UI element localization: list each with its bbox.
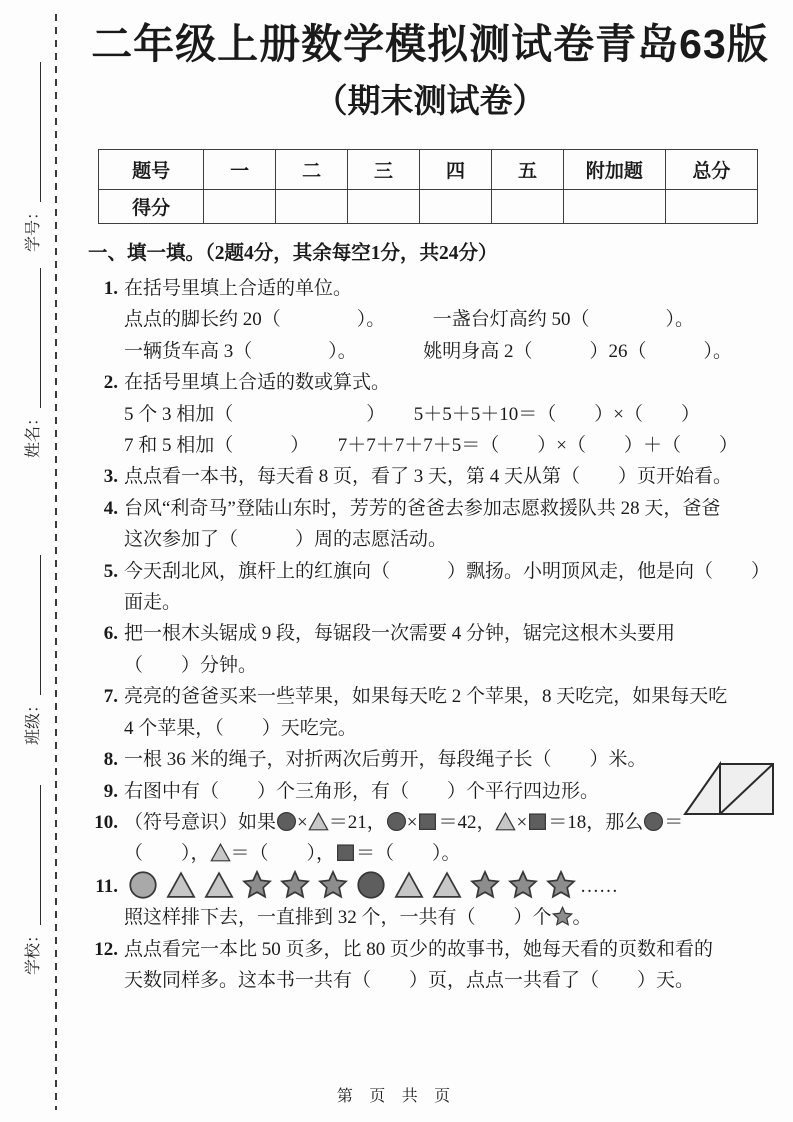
question-line	[88, 838, 772, 869]
triangle-icon	[495, 811, 516, 832]
question-number: 2.	[103, 372, 118, 394]
question-text	[124, 524, 772, 555]
question-line	[88, 965, 772, 996]
text-segment: ＝（ ），	[230, 843, 336, 865]
score-cell	[491, 190, 563, 224]
question-number: 3.	[103, 466, 118, 488]
triangle-icon	[394, 870, 424, 900]
text-segment: ×	[297, 811, 308, 833]
question-line	[88, 807, 772, 838]
question-text	[124, 493, 772, 524]
score-cell	[665, 190, 757, 224]
text-segment: ＝	[664, 811, 684, 833]
write-in-line	[40, 785, 41, 925]
score-table-header-cell: 题号	[99, 150, 204, 190]
page-footer: 第 页 共 页	[336, 1088, 457, 1105]
star-icon	[470, 870, 500, 900]
score-cell	[204, 190, 276, 224]
question-number: 5.	[103, 560, 118, 582]
question-line	[88, 587, 772, 618]
write-in-line	[40, 555, 41, 695]
question-line	[88, 273, 772, 304]
question-1	[88, 273, 772, 367]
score-table-header-row	[99, 150, 758, 190]
question-line	[88, 524, 772, 555]
star-icon	[508, 870, 538, 900]
question-line	[88, 650, 772, 681]
sidebar-field-label: 姓名：	[25, 409, 42, 458]
question-text	[124, 650, 772, 681]
question-line	[88, 430, 772, 461]
sidebar-field-4	[21, 785, 45, 975]
score-table-score-row	[99, 190, 758, 224]
page-subtitle: （期末测试卷）	[314, 82, 546, 119]
question-11	[88, 870, 772, 934]
write-in-line	[40, 268, 41, 408]
score-cell	[276, 190, 348, 224]
text-segment: 5 个 3 相加（ ） 5＋5＋5＋10＝（ ）×（ ）	[124, 403, 700, 425]
text-segment: 7 和 5 相加（ ） 7＋7＋7＋7＋5＝（ ）×（ ）＋（ ）	[124, 435, 738, 457]
score-table	[98, 149, 758, 224]
question-text	[124, 713, 772, 744]
question-line	[88, 618, 772, 649]
sidebar-field-2	[21, 268, 45, 458]
question-12	[88, 934, 772, 997]
score-table-header-cell: 一	[204, 150, 276, 190]
question-8	[88, 744, 772, 775]
text-segment: 一根 36 米的绳子，对折两次后剪开，每段绳子长（ ）米。	[124, 749, 647, 771]
question-line	[88, 304, 772, 335]
sidebar-field-label: 学号：	[25, 203, 42, 252]
question-text	[124, 461, 772, 492]
text-segment: 把一根木头锯成 9 段，每锯段一次需要 4 分钟，锯完这根木头要用	[124, 623, 676, 645]
star-icon	[280, 870, 310, 900]
text-segment: ＝18，那么	[548, 811, 644, 833]
triangle-icon	[204, 870, 234, 900]
question-line	[88, 776, 772, 807]
circle-icon	[356, 870, 386, 900]
triangle-icon	[308, 811, 329, 832]
question-number: 11.	[95, 875, 118, 897]
question-text	[124, 902, 772, 933]
question-line	[88, 556, 772, 587]
text-segment: ×	[516, 811, 528, 833]
square-icon	[527, 811, 548, 832]
question-line	[88, 934, 772, 965]
score-table-header-cell: 总分	[665, 150, 757, 190]
question-number: 9.	[103, 780, 118, 802]
text-segment: 在括号里填上合适的单位。	[124, 278, 353, 299]
question-text	[124, 776, 772, 807]
question-7	[88, 681, 772, 744]
sidebar-field-3	[21, 555, 45, 745]
text-segment: 一辆货车高 3（ ）。 姚明身高 2（ ）26（ ）。	[124, 340, 733, 362]
text-segment: ＝（ ）。	[356, 843, 461, 865]
fold-dashed-line	[55, 14, 57, 1110]
text-segment: ＝21，	[328, 811, 386, 833]
sidebar-field-label: 班级：	[25, 696, 42, 745]
question-text	[124, 807, 772, 838]
question-line	[88, 461, 772, 492]
question-text	[124, 838, 772, 869]
write-in-line	[40, 62, 41, 202]
question-line	[88, 399, 772, 430]
text-segment: ×	[406, 811, 418, 833]
sidebar-field-1	[21, 62, 45, 252]
text-segment: （ ），	[124, 843, 210, 865]
question-line	[88, 713, 772, 744]
circle-icon	[643, 811, 664, 832]
score-table-header-cell: 附加题	[563, 150, 665, 190]
question-number: 8.	[103, 749, 118, 771]
text-segment: 4 个苹果，（ ）天吃完。	[124, 717, 357, 739]
question-text	[124, 681, 772, 712]
score-table-header-cell: 二	[276, 150, 348, 190]
triangle-square-figure	[683, 761, 789, 818]
text-segment: 。	[572, 907, 592, 929]
question-text	[124, 304, 772, 335]
text-segment: 右图中有（ ）个三角形，有（ ）个平行四边形。	[124, 780, 600, 802]
question-text	[124, 336, 772, 367]
score-table-header-cell: 四	[420, 150, 492, 190]
question-line	[88, 493, 772, 524]
question-number: 10.	[94, 811, 118, 833]
triangle-icon	[432, 870, 462, 900]
question-3	[88, 461, 772, 492]
question-number: 7.	[103, 686, 118, 708]
question-text	[124, 934, 772, 965]
question-6	[88, 618, 772, 681]
text-segment: 面走。	[124, 592, 182, 614]
question-line	[88, 681, 772, 712]
question-number: 12.	[94, 938, 118, 960]
question-text	[124, 618, 772, 649]
text-segment: （符号意识）如果	[124, 811, 277, 833]
question-number: 4.	[103, 497, 118, 519]
question-line	[88, 902, 772, 933]
question-text	[124, 744, 772, 775]
question-5	[88, 556, 772, 619]
text-segment: 照这样排下去，一直排到 32 个，一共有（ ）个	[124, 907, 552, 929]
question-text	[124, 430, 772, 461]
star-icon	[318, 870, 348, 900]
question-10	[88, 807, 772, 870]
square-icon	[417, 811, 438, 832]
sidebar-field-label: 学校：	[25, 926, 42, 975]
text-segment: 台风“利奇马”登陆山东时，芳芳的爸爸去参加志愿救援队共 28 天，爸爸	[124, 497, 721, 519]
score-table-header-cell: 五	[491, 150, 563, 190]
text-segment: 在括号里填上合适的数或算式。	[124, 372, 391, 394]
main-content	[88, 18, 772, 996]
question-number: 6.	[103, 623, 118, 645]
text-segment: （ ）分钟。	[124, 654, 258, 676]
score-row-label: 得分	[99, 190, 204, 224]
question-2	[88, 367, 772, 461]
text-segment: ……	[580, 875, 618, 897]
star-icon	[546, 870, 576, 900]
question-text	[124, 965, 772, 996]
section-heading: 一、填一填。（2题4分，其余每空1分，共24分）	[88, 243, 498, 264]
question-text	[124, 556, 772, 587]
question-text	[124, 870, 772, 902]
question-text	[124, 367, 772, 398]
question-text	[124, 399, 772, 430]
question-line	[88, 870, 772, 902]
question-line	[88, 336, 772, 367]
text-segment: 点点的脚长约 20（ ）。 一盏台灯高约 50（ ）。	[124, 309, 695, 331]
question-list	[88, 273, 772, 996]
star-icon	[552, 906, 573, 927]
text-segment: 这次参加了（ ）周的志愿活动。	[124, 529, 448, 551]
score-cell	[563, 190, 665, 224]
score-table-header-cell: 三	[348, 150, 420, 190]
question-text	[124, 273, 772, 304]
triangle-icon	[166, 870, 196, 900]
square-icon	[335, 842, 356, 863]
question-line	[88, 744, 772, 775]
text-segment: 点点看完一本比 50 页多，比 80 页少的故事书，她每天看的页数和看的	[124, 938, 714, 960]
score-cell	[420, 190, 492, 224]
question-number: 1.	[103, 278, 118, 299]
text-segment: 点点看一本书，每天看 8 页，看了 3 天，第 4 天从第（ ）页开始看。	[124, 466, 733, 488]
score-cell	[348, 190, 420, 224]
triangle-icon	[210, 842, 231, 863]
circle-icon	[128, 870, 158, 900]
question-4	[88, 493, 772, 556]
circle-icon	[386, 811, 407, 832]
question-line	[88, 367, 772, 398]
text-segment: 亮亮的爸爸买来一些苹果，如果每天吃 2 个苹果，8 天吃完，如果每天吃	[124, 686, 728, 708]
circle-icon	[276, 811, 297, 832]
question-9	[88, 776, 772, 807]
question-text	[124, 587, 772, 618]
text-segment: ＝42，	[438, 811, 496, 833]
text-segment: 天数同样多。这本书一共有（ ）页，点点一共看了（ ）天。	[124, 969, 695, 991]
star-icon	[242, 870, 272, 900]
page-title: 二年级上册数学模拟测试卷青岛63版	[91, 21, 769, 67]
text-segment: 今天刮北风，旗杆上的红旗向（ ）飘扬。小明顶风走，他是向（ ）	[124, 560, 771, 582]
